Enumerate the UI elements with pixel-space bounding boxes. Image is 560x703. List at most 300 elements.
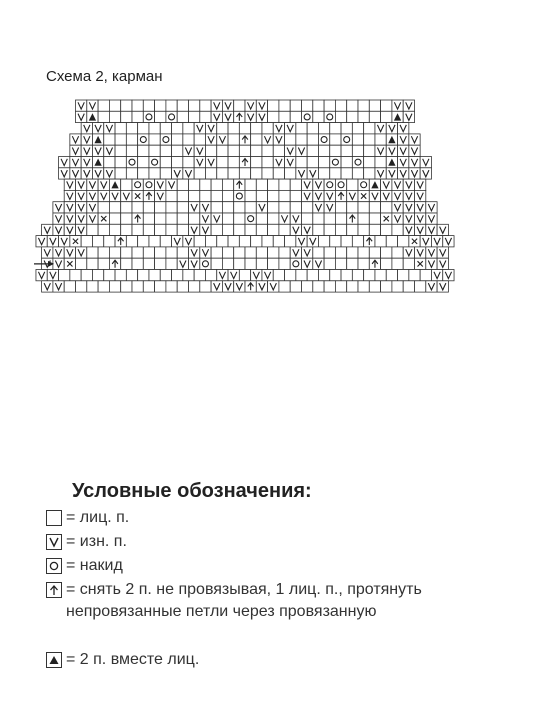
chart-cell <box>375 236 386 247</box>
chart-cell <box>392 224 403 235</box>
chart-cell <box>143 281 154 292</box>
chart-cell <box>330 123 341 134</box>
chart-cell <box>81 236 92 247</box>
chart-cell <box>189 179 200 190</box>
chart-cell <box>358 224 369 235</box>
chart-cell <box>166 100 177 111</box>
chart-cell <box>132 111 143 122</box>
chart-cell <box>189 100 200 111</box>
chart-cell <box>222 258 233 269</box>
chart-cell <box>335 179 346 190</box>
chart-cell <box>205 270 216 281</box>
chart-cell <box>302 281 313 292</box>
chart-cell <box>307 145 318 156</box>
chart-cell <box>155 202 166 213</box>
chart-cell <box>296 270 307 281</box>
chart-cell <box>239 270 250 281</box>
chart-cell <box>183 134 194 145</box>
chart-cell <box>211 258 222 269</box>
legend-text-knit: = лиц. п. <box>66 509 130 526</box>
chart-cell <box>352 123 363 134</box>
chart-cell <box>330 168 341 179</box>
chart-cell <box>341 134 352 145</box>
chart-cell <box>245 224 256 235</box>
chart-cell <box>364 134 375 145</box>
chart-cell <box>132 100 143 111</box>
chart-cell <box>386 236 397 247</box>
chart-cell <box>143 224 154 235</box>
chart-cell <box>166 258 177 269</box>
chart-cell <box>330 157 341 168</box>
chart-cell <box>222 213 233 224</box>
chart-cell <box>109 224 120 235</box>
chart-cell <box>347 179 358 190</box>
chart-cell <box>143 213 154 224</box>
chart-cell <box>109 281 120 292</box>
chart-cell <box>273 168 284 179</box>
chart-cell <box>115 134 126 145</box>
chart-cell <box>104 236 115 247</box>
chart-cell <box>335 213 346 224</box>
chart-cell <box>211 224 222 235</box>
chart-cell <box>381 258 392 269</box>
chart-cell <box>200 281 211 292</box>
chart-cell <box>138 236 149 247</box>
chart-cell <box>149 236 160 247</box>
chart-cell <box>160 236 171 247</box>
chart-cell <box>115 157 126 168</box>
chart-cell <box>335 100 346 111</box>
chart-cell <box>279 100 290 111</box>
chart-cell <box>87 247 98 258</box>
chart-cell <box>76 281 87 292</box>
chart-cell <box>296 134 307 145</box>
chart-cell <box>234 247 245 258</box>
chart-cell <box>256 224 267 235</box>
chart-cell <box>200 179 211 190</box>
chart-cell <box>262 168 273 179</box>
chart-cell <box>121 281 132 292</box>
chart-cell <box>104 157 115 168</box>
chart-cell <box>335 281 346 292</box>
chart-cell <box>268 190 279 201</box>
chart-cell <box>352 145 363 156</box>
chart-cell <box>177 224 188 235</box>
chart-cell <box>155 100 166 111</box>
chart-cell <box>335 247 346 258</box>
chart-cell <box>98 281 109 292</box>
chart-cell <box>155 247 166 258</box>
chart-cell <box>228 123 239 134</box>
chart-title: Схема 2, карман <box>46 68 163 85</box>
chart-cell <box>398 236 409 247</box>
chart-cell <box>324 179 335 190</box>
chart-cell <box>126 145 137 156</box>
chart-cell <box>262 145 273 156</box>
chart-cell <box>228 168 239 179</box>
chart-cell <box>92 270 103 281</box>
chart-cell <box>369 224 380 235</box>
chart-cell <box>392 247 403 258</box>
chart-cell <box>302 202 313 213</box>
chart-cell <box>330 145 341 156</box>
chart-cell <box>109 111 120 122</box>
chart-cell <box>256 258 267 269</box>
chart-cell <box>115 270 126 281</box>
chart-cell <box>369 202 380 213</box>
chart-cell <box>273 145 284 156</box>
chart-cell <box>132 247 143 258</box>
chart-cell <box>166 247 177 258</box>
chart-cell <box>279 247 290 258</box>
chart-cell <box>347 202 358 213</box>
chart-cell <box>228 157 239 168</box>
chart-cell <box>234 224 245 235</box>
legend-item-purl <box>46 534 127 553</box>
chart-cell <box>132 202 143 213</box>
chart-cell <box>205 145 216 156</box>
chart-cell <box>290 281 301 292</box>
chart-cell <box>347 281 358 292</box>
chart-cell <box>279 224 290 235</box>
chart-cell <box>64 281 75 292</box>
chart-cell <box>126 123 137 134</box>
chart-cell <box>160 123 171 134</box>
chart-cell <box>335 258 346 269</box>
chart-cell <box>211 190 222 201</box>
chart-cell <box>205 236 216 247</box>
chart-cell <box>217 236 228 247</box>
chart-cell <box>104 270 115 281</box>
chart-cell <box>160 157 171 168</box>
chart-cell <box>313 281 324 292</box>
chart-cell <box>172 123 183 134</box>
chart-cell <box>166 224 177 235</box>
chart-cell <box>279 111 290 122</box>
chart-cell <box>369 213 380 224</box>
chart-cell <box>109 202 120 213</box>
chart-cell <box>160 145 171 156</box>
chart-cell <box>290 202 301 213</box>
chart-cell <box>194 134 205 145</box>
chart-cell <box>172 145 183 156</box>
chart-cell <box>268 202 279 213</box>
chart-cell <box>87 281 98 292</box>
legend-text-purl: = изн. п. <box>66 533 127 550</box>
chart-cell <box>386 270 397 281</box>
legend-text-slip-decrease: = снять 2 п. не провязывая, 1 лиц. п., протянуть непровязанные петли через провязанную <box>66 581 422 620</box>
chart-cell <box>358 247 369 258</box>
chart-cell <box>143 247 154 258</box>
chart-cell <box>268 224 279 235</box>
chart-cell <box>87 258 98 269</box>
chart-cell <box>183 123 194 134</box>
chart-cell <box>245 179 256 190</box>
chart-cell <box>381 281 392 292</box>
chart-cell <box>347 100 358 111</box>
chart-cell <box>172 134 183 145</box>
chart-cell <box>358 213 369 224</box>
chart-cell <box>324 111 335 122</box>
chart-cell <box>330 236 341 247</box>
chart-cell <box>160 270 171 281</box>
chart-cell <box>126 134 137 145</box>
chart-cell <box>268 179 279 190</box>
chart-cell <box>324 213 335 224</box>
chart-cell <box>222 190 233 201</box>
chart-cell <box>290 179 301 190</box>
chart-cell <box>149 145 160 156</box>
chart-cell <box>115 123 126 134</box>
chart-cell <box>375 157 386 168</box>
chart-cell <box>143 179 154 190</box>
chart-cell <box>121 258 132 269</box>
chart-cell <box>160 168 171 179</box>
chart-cell <box>228 145 239 156</box>
chart-cell <box>115 145 126 156</box>
chart-cell <box>194 270 205 281</box>
slip-decrease-arrow-icon <box>46 582 62 598</box>
chart-cell <box>138 123 149 134</box>
chart-cell <box>194 236 205 247</box>
chart-cell <box>273 236 284 247</box>
chart-cell <box>177 247 188 258</box>
chart-cell <box>234 100 245 111</box>
chart-cell <box>109 100 120 111</box>
chart-cell <box>155 224 166 235</box>
chart-cell <box>369 100 380 111</box>
chart-cell <box>166 202 177 213</box>
chart-cell <box>121 202 132 213</box>
chart-cell <box>177 111 188 122</box>
chart-cell <box>155 281 166 292</box>
chart-cell <box>403 281 414 292</box>
chart-cell <box>392 281 403 292</box>
chart-cell <box>256 247 267 258</box>
chart-cell <box>104 134 115 145</box>
chart-cell <box>98 224 109 235</box>
chart-cell <box>132 258 143 269</box>
chart-cell <box>251 123 262 134</box>
chart-cell <box>375 270 386 281</box>
chart-cell <box>307 134 318 145</box>
chart-cell <box>409 270 420 281</box>
chart-cell <box>352 236 363 247</box>
legend-item-k2tog <box>46 652 199 671</box>
chart-cell <box>166 213 177 224</box>
chart-cell <box>285 236 296 247</box>
chart-cell <box>200 258 211 269</box>
chart-cell <box>222 224 233 235</box>
chart-cell <box>143 202 154 213</box>
chart-cell <box>251 168 262 179</box>
chart-cell <box>256 190 267 201</box>
chart-cell <box>296 157 307 168</box>
chart-cell <box>239 123 250 134</box>
chart-cell <box>189 281 200 292</box>
chart-cell <box>126 157 137 168</box>
chart-cell <box>155 258 166 269</box>
chart-cell <box>313 247 324 258</box>
chart-cell <box>217 157 228 168</box>
chart-cell <box>341 236 352 247</box>
chart-cell <box>149 270 160 281</box>
chart-cell <box>358 281 369 292</box>
chart-cell <box>318 270 329 281</box>
chart-cell <box>87 224 98 235</box>
chart-cell <box>358 100 369 111</box>
chart-cell <box>194 168 205 179</box>
chart-cell <box>121 213 132 224</box>
chart-cell <box>183 157 194 168</box>
chart-cell <box>126 236 137 247</box>
chart-cell <box>330 270 341 281</box>
chart-cell <box>138 270 149 281</box>
chart-cell <box>347 247 358 258</box>
chart-cell <box>239 236 250 247</box>
chart-cell <box>138 168 149 179</box>
chart-cell <box>341 145 352 156</box>
purl-v-icon <box>46 534 62 550</box>
chart-cell <box>381 111 392 122</box>
chart-cell <box>290 190 301 201</box>
chart-cell <box>245 202 256 213</box>
chart-cell <box>347 111 358 122</box>
chart-cell <box>245 247 256 258</box>
chart-cell <box>352 270 363 281</box>
chart-cell <box>92 236 103 247</box>
legend-text-yarn-over: = накид <box>66 557 123 574</box>
chart-cell <box>324 258 335 269</box>
chart-cell <box>392 258 403 269</box>
chart-cell <box>268 100 279 111</box>
chart-cell <box>364 168 375 179</box>
chart-cell <box>318 168 329 179</box>
chart-cell <box>279 258 290 269</box>
chart-cell <box>189 213 200 224</box>
chart-cell <box>341 123 352 134</box>
chart-cell <box>234 190 245 201</box>
chart-cell <box>352 168 363 179</box>
chart-cell <box>381 247 392 258</box>
triangle-k2tog-icon <box>46 652 62 668</box>
chart-cell <box>126 168 137 179</box>
chart-cell <box>341 168 352 179</box>
chart-cell <box>121 100 132 111</box>
chart-cell <box>166 111 177 122</box>
chart-cell <box>166 281 177 292</box>
chart-cell <box>115 168 126 179</box>
chart-cell <box>138 145 149 156</box>
chart-cell <box>420 270 431 281</box>
chart-cell <box>313 224 324 235</box>
chart-cell <box>177 202 188 213</box>
chart-cell <box>285 168 296 179</box>
chart-cell <box>296 123 307 134</box>
chart-cell <box>149 157 160 168</box>
chart-cell <box>352 134 363 145</box>
chart-cell <box>318 157 329 168</box>
yarn-over-circle-icon <box>46 558 62 574</box>
chart-cell <box>335 224 346 235</box>
chart-cell <box>132 179 143 190</box>
chart-cell <box>307 157 318 168</box>
chart-cell <box>279 190 290 201</box>
chart-cell <box>228 236 239 247</box>
chart-cell <box>228 134 239 145</box>
chart-cell <box>98 247 109 258</box>
chart-cell <box>358 111 369 122</box>
chart-cell <box>307 270 318 281</box>
chart-cell <box>335 111 346 122</box>
chart-cell <box>318 236 329 247</box>
chart-cell <box>189 190 200 201</box>
chart-cell <box>381 202 392 213</box>
chart-cell <box>59 270 70 281</box>
chart-cell <box>415 281 426 292</box>
chart-cell <box>211 202 222 213</box>
chart-cell <box>285 270 296 281</box>
chart-cell <box>126 270 137 281</box>
chart-cell <box>403 258 414 269</box>
chart-cell <box>217 145 228 156</box>
chart-cell <box>256 179 267 190</box>
chart-cell <box>98 202 109 213</box>
chart-cell <box>172 157 183 168</box>
chart-cell <box>279 281 290 292</box>
chart-cell <box>222 202 233 213</box>
chart-cell <box>121 111 132 122</box>
chart-cell <box>369 247 380 258</box>
chart-cell <box>211 179 222 190</box>
chart-cell <box>279 202 290 213</box>
chart-cell <box>358 202 369 213</box>
chart-cell <box>143 111 154 122</box>
chart-cell <box>262 123 273 134</box>
chart-cell <box>109 247 120 258</box>
chart-cell <box>251 157 262 168</box>
chart-cell <box>245 258 256 269</box>
chart-cell <box>324 224 335 235</box>
chart-cell <box>189 111 200 122</box>
chart-cell <box>398 270 409 281</box>
legend-item-slip-decrease <box>46 582 486 623</box>
chart-cell <box>302 213 313 224</box>
chart-cell <box>347 258 358 269</box>
chart-cell <box>234 258 245 269</box>
chart-cell <box>177 100 188 111</box>
chart-cell <box>200 111 211 122</box>
chart-cell <box>98 258 109 269</box>
chart-cell <box>121 247 132 258</box>
chart-cell <box>285 134 296 145</box>
chart-cell <box>205 168 216 179</box>
chart-cell <box>324 281 335 292</box>
chart-cell <box>98 111 109 122</box>
chart-cell <box>290 100 301 111</box>
chart-cell <box>358 258 369 269</box>
chart-cell <box>302 111 313 122</box>
chart-cell <box>222 179 233 190</box>
chart-cell <box>217 123 228 134</box>
chart-cell <box>149 123 160 134</box>
chart-cell <box>149 134 160 145</box>
chart-cell <box>98 100 109 111</box>
chart-cell <box>302 100 313 111</box>
chart-cell <box>177 213 188 224</box>
chart-cell <box>268 213 279 224</box>
chart-cell <box>251 236 262 247</box>
